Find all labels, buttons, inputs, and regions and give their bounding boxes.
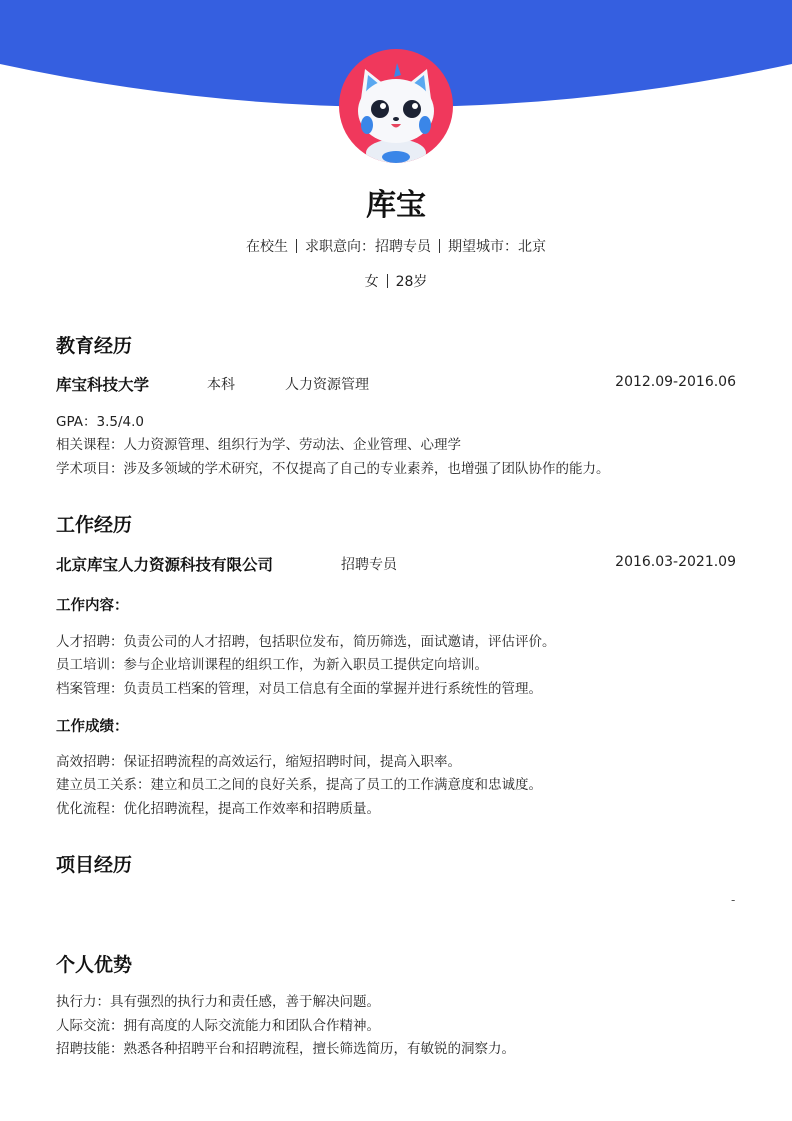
education-header	[56, 373, 736, 397]
education-title: 教育经历	[56, 335, 133, 357]
position: 招聘专员	[341, 557, 397, 573]
expected-city: 期望城市：北京	[448, 239, 546, 255]
work-content-line: 人才招聘：负责公司的人才招聘，包括职位发布，简历筛选，面试邀请，评估评价。	[56, 634, 556, 650]
mascot-icon	[339, 49, 453, 163]
degree: 本科	[207, 377, 235, 393]
company-name: 北京库宝人力资源科技有限公司	[56, 556, 274, 574]
education-line: GPA：3.5/4.0	[56, 414, 144, 430]
work-content-line: 档案管理：负责员工档案的管理，对员工信息有全面的掌握并进行系统性的管理。	[56, 681, 542, 697]
projects-placeholder: -	[731, 893, 736, 907]
strength-line: 招聘技能：熟悉各种招聘平台和招聘流程，擅长筛选简历，有敏锐的洞察力。	[56, 1041, 515, 1057]
work-result-line: 高效招聘：保证招聘流程的高效运行，缩短招聘时间，提高入职率。	[56, 754, 461, 770]
strengths-title: 个人优势	[56, 954, 133, 976]
candidate-name: 库宝	[366, 188, 426, 223]
profile-line-1	[0, 236, 792, 256]
work-title: 工作经历	[56, 514, 133, 536]
work-result-line: 建立员工关系：建立和员工之间的良好关系，提高了员工的工作满意度和忠诚度。	[56, 777, 542, 793]
education-date: 2012.09-2016.06	[615, 374, 736, 390]
divider	[387, 274, 388, 288]
school-name: 库宝科技大学	[56, 376, 150, 394]
projects-title: 项目经历	[56, 854, 133, 876]
profile-line-2	[0, 271, 792, 291]
job-intent: 求职意向：招聘专员	[305, 239, 431, 255]
strength-line: 执行力：具有强烈的执行力和责任感，善于解决问题。	[56, 994, 380, 1010]
strength-line: 人际交流：拥有高度的人际交流能力和团队合作精神。	[56, 1018, 380, 1034]
gender: 女	[364, 274, 379, 290]
status: 在校生	[246, 239, 288, 255]
divider	[296, 239, 297, 253]
education-line: 相关课程：人力资源管理、组织行为学、劳动法、企业管理、心理学	[56, 437, 461, 453]
major: 人力资源管理	[285, 377, 369, 393]
work-results-label: 工作成绩：	[56, 719, 129, 735]
work-date: 2016.03-2021.09	[615, 554, 736, 570]
education-line: 学术项目：涉及多领域的学术研究，不仅提高了自己的专业素养，也增强了团队协作的能力。	[56, 461, 610, 477]
work-content-label: 工作内容：	[56, 598, 129, 614]
work-header	[56, 553, 736, 577]
avatar	[339, 49, 453, 163]
age: 28岁	[395, 274, 428, 290]
divider	[439, 239, 440, 253]
work-content-line: 员工培训：参与企业培训课程的组织工作，为新入职员工提供定向培训。	[56, 657, 488, 673]
work-result-line: 优化流程：优化招聘流程，提高工作效率和招聘质量。	[56, 801, 380, 817]
